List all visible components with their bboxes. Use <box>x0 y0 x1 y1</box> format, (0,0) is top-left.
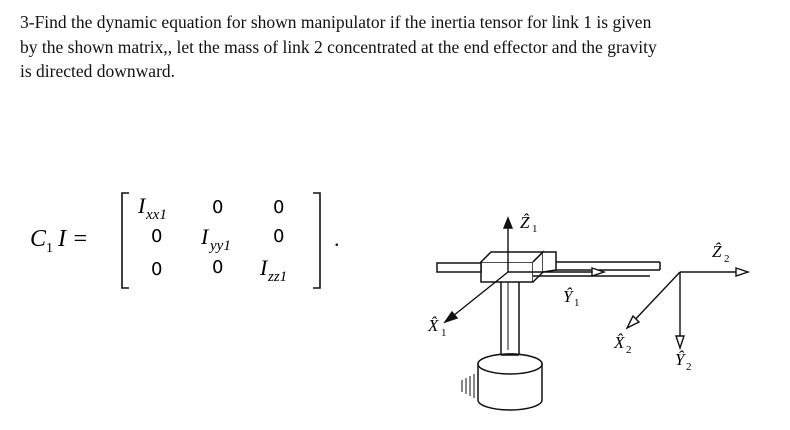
x2-label: X̂ <box>614 333 625 352</box>
inertia-equation <box>30 193 340 288</box>
matrix-left-bracket <box>122 193 129 288</box>
frame-2-axes <box>627 268 748 348</box>
problem-line-3: is directed downward. <box>20 61 176 81</box>
y1-label-sub: 1 <box>574 297 580 309</box>
matrix-m23: 0 <box>273 226 285 247</box>
y2-label-sub: 2 <box>686 361 692 373</box>
matrix-m12: 0 <box>212 197 224 218</box>
y2-arrowhead <box>676 336 684 348</box>
axis-labels <box>427 213 730 373</box>
manipulator-drawing <box>437 252 660 410</box>
matrix-m32: 0 <box>212 257 224 278</box>
vertical-column <box>501 282 519 355</box>
matrix-m33-sub: zz1 <box>268 269 288 285</box>
problem-line-2: by the shown matrix,, let the mass of link 2 concentrated at the end effector and the gravity <box>20 36 657 57</box>
eq-lhs-symbol: C <box>30 226 47 252</box>
z2-arrowhead <box>736 268 748 276</box>
eq-lhs-subscript: 1 <box>46 241 53 256</box>
x2-axis <box>630 272 680 325</box>
z1-label-sub: 1 <box>532 223 538 235</box>
eq-terminator: . <box>334 226 340 251</box>
x1-axis <box>448 272 508 320</box>
shoulder-joint-box <box>481 252 543 282</box>
matrix-m11: I <box>138 193 146 218</box>
matrix-m22: I <box>201 224 209 249</box>
base-cylinder <box>478 354 542 410</box>
x2-label-sub: 2 <box>626 344 632 356</box>
z2-label-sub: 2 <box>724 253 730 265</box>
rear-cube <box>543 252 556 272</box>
y1-arrowhead <box>592 268 604 276</box>
matrix-m11-sub: xx1 <box>146 207 167 223</box>
left-shaft <box>437 263 481 272</box>
base-hatching <box>462 374 474 398</box>
y1-label: Ŷ <box>563 287 573 306</box>
matrix-m13: 0 <box>273 197 285 218</box>
z1-label: Ẑ <box>520 213 530 232</box>
problem-line-1: 3-Find the dynamic equation for shown manipulator if the inertia tensor for link 1 is given <box>20 12 652 32</box>
matrix-m22-sub: yy1 <box>210 238 231 254</box>
x1-label: X̂ <box>428 316 439 335</box>
matrix-m21: 0 <box>151 226 163 247</box>
matrix-right-bracket <box>313 193 320 288</box>
eq-lhs-var: I = <box>58 226 89 252</box>
y2-label: Ŷ <box>675 350 685 369</box>
matrix-m31: 0 <box>151 259 163 280</box>
z1-arrowhead <box>504 218 512 228</box>
matrix-m33: I <box>260 255 268 280</box>
x1-label-sub: 1 <box>441 327 447 339</box>
z2-label: Ẑ <box>712 242 722 261</box>
